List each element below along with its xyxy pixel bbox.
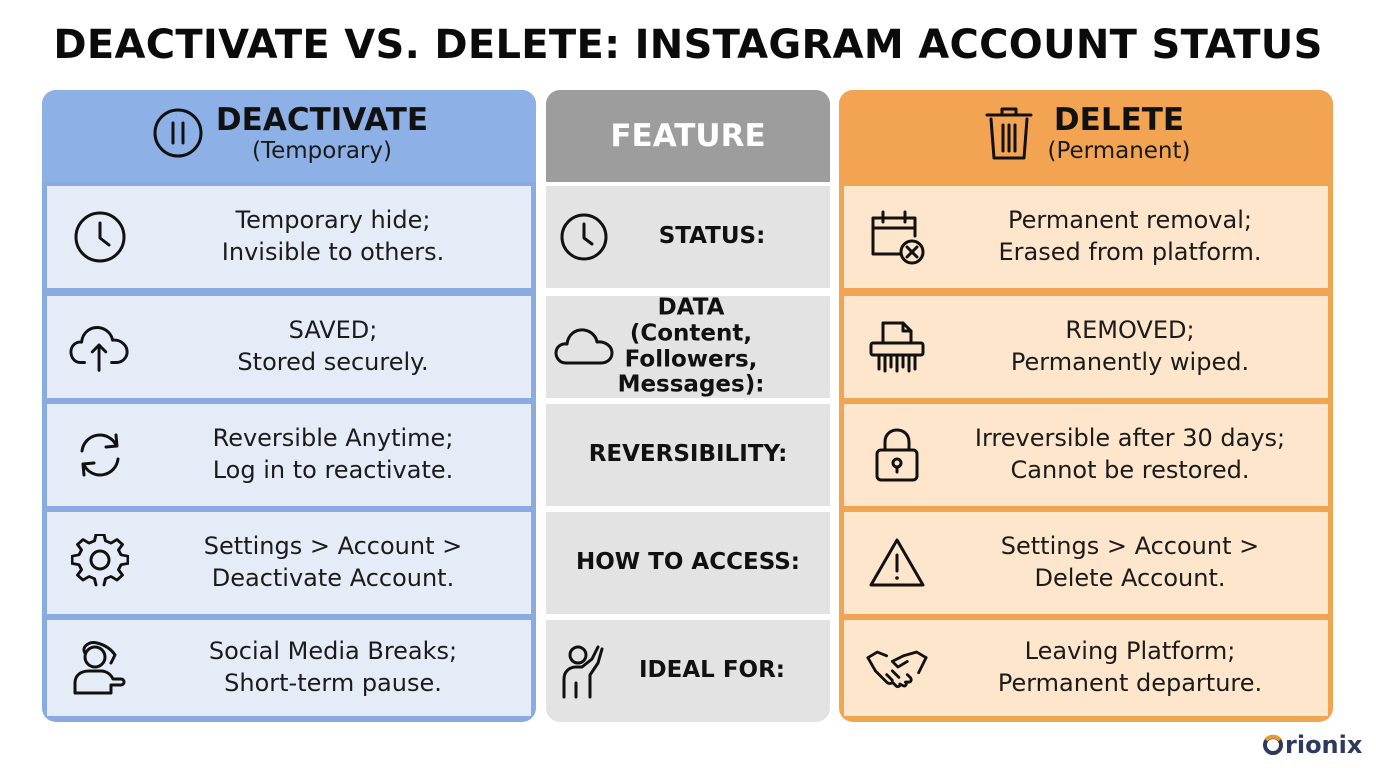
feature-label: Followers, Messages): (617, 346, 765, 398)
row-text-line: Permanently wiped. (1010, 348, 1250, 376)
feature-title: FEATURE (610, 118, 766, 154)
row-text-line: Temporary hide; (235, 206, 431, 235)
refresh-icon (69, 424, 131, 486)
pause-circle-icon (150, 105, 206, 161)
row-text-line: REMOVED; (1065, 316, 1195, 345)
feature-header (546, 90, 830, 182)
feature-label: IDEAL FOR: (639, 657, 785, 684)
calendar-x-icon (866, 206, 928, 268)
gear-icon (69, 532, 131, 594)
row-text-line: Delete Account. (1034, 564, 1226, 592)
row-text-line: Social Media Breaks; (208, 637, 458, 666)
feature-row-ideal (546, 620, 830, 722)
row-text-line: Settings > Account > (203, 532, 463, 561)
brand-name: rionix (1285, 731, 1363, 759)
handshake-icon (866, 637, 928, 699)
feature-label: (Content, (629, 320, 753, 347)
brand-mark-icon (1262, 734, 1284, 756)
deactivate-row-reversibility (47, 404, 531, 506)
row-text-line: Invisible to others. (221, 238, 445, 266)
delete-row-data (844, 296, 1328, 398)
delete-row-reversibility (844, 404, 1328, 506)
deactivate-row-data (47, 296, 531, 398)
delete-subtitle: (Permanent) (1047, 137, 1191, 164)
feature-label: DATA (657, 294, 725, 321)
delete-column (839, 90, 1333, 722)
feature-row-access (546, 512, 830, 614)
row-text-line: Erased from platform. (998, 238, 1262, 266)
feature-label: REVERSIBILITY: (588, 441, 788, 468)
row-text-line: Cannot be restored. (1010, 456, 1250, 484)
row-text-line: Leaving Platform; (1024, 637, 1236, 666)
warning-icon (866, 532, 928, 594)
delete-row-ideal (844, 620, 1328, 716)
brand-logo (1262, 731, 1362, 759)
row-text-line: Reversible Anytime; (212, 424, 454, 453)
delete-row-status (844, 186, 1328, 288)
relaxed-person-icon (69, 637, 131, 699)
row-text-line: Permanent departure. (997, 669, 1263, 697)
page-title: DEACTIVATE VS. DELETE: INSTAGRAM ACCOUNT STATUS (53, 22, 1323, 68)
feature-label: STATUS: (658, 223, 766, 250)
shredder-icon (866, 316, 928, 378)
deactivate-column (42, 90, 536, 722)
deactivate-title: DEACTIVATE (215, 102, 429, 138)
row-text-line: Deactivate Account. (211, 564, 455, 592)
deactivate-header (42, 90, 536, 182)
row-text-line: Stored securely. (237, 348, 429, 376)
feature-label: HOW TO ACCESS: (576, 549, 800, 576)
feature-row-data (546, 296, 830, 398)
deactivate-row-status (47, 186, 531, 288)
row-text-line: SAVED; (288, 316, 378, 345)
delete-header (839, 90, 1333, 182)
feature-row-reversibility (546, 404, 830, 506)
deactivate-row-access (47, 512, 531, 614)
lock-icon (866, 424, 928, 486)
row-text-line: Settings > Account > (1000, 532, 1260, 561)
delete-title: DELETE (1053, 102, 1185, 138)
deactivate-row-ideal (47, 620, 531, 716)
trash-icon (981, 105, 1037, 161)
row-text-line: Permanent removal; (1008, 206, 1252, 235)
clock-icon (69, 206, 131, 268)
feature-column (546, 90, 830, 722)
row-text-line: Log in to reactivate. (212, 456, 454, 484)
delete-row-access (844, 512, 1328, 614)
cloud-upload-icon (69, 316, 131, 378)
deactivate-subtitle: (Temporary) (252, 137, 392, 164)
feature-row-status (546, 186, 830, 288)
row-text-line: Short-term pause. (224, 669, 442, 697)
row-text-line: Irreversible after 30 days; (974, 424, 1286, 453)
